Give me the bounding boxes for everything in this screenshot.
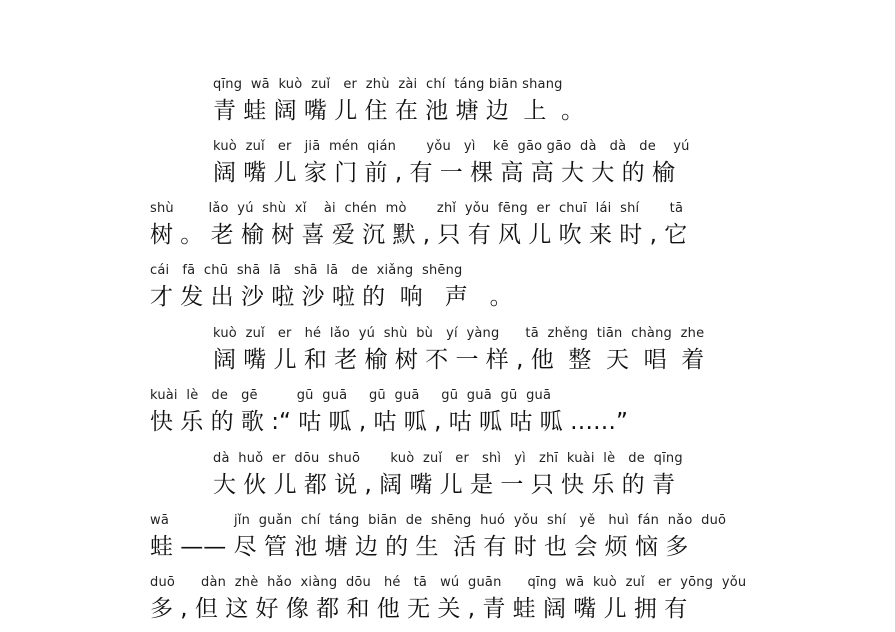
- pinyin-line: qīng wā kuò zuǐ er zhù zài chí táng biān shang: [213, 77, 563, 92]
- text-line: [150, 387, 790, 439]
- hanzi-line: 才 发 出 沙 啦 沙 啦 的 响 声 。: [150, 284, 513, 310]
- text-line: [150, 512, 790, 564]
- text-line: [213, 325, 790, 377]
- pinyin-line: kuò zuǐ er hé lǎo yú shù bù yí yàng tā zhěng tiān chàng zhe: [213, 326, 705, 341]
- hanzi-line: 阔 嘴 儿 家 门 前 , 有 一 棵 高 高 大 大 的 榆: [213, 160, 675, 186]
- text-line: [213, 138, 790, 190]
- hanzi-line: 多 , 但 这 好 像 都 和 他 无 关 , 青 蛙 阔 嘴 儿 拥 有: [150, 596, 688, 622]
- text-line: [150, 200, 790, 252]
- hanzi-line: 青 蛙 阔 嘴 儿 住 在 池 塘 边 上 。: [213, 98, 585, 124]
- text-line: [150, 574, 790, 626]
- text-line: [213, 76, 790, 128]
- pinyin-line: duō dàn zhè hǎo xiàng dōu hé tā wú guān qīng wā kuò zuǐ er yōng yǒu: [150, 575, 747, 590]
- hanzi-line: 阔 嘴 儿 和 老 榆 树 不 一 样 , 他 整 天 唱 着: [213, 347, 705, 373]
- pinyin-line: kuò zuǐ er jiā mén qián yǒu yì kē gāo gāo dà dà de yú: [213, 139, 690, 154]
- hanzi-line: 大 伙 儿 都 说 , 阔 嘴 儿 是 一 只 快 乐 的 青: [213, 472, 675, 498]
- pinyin-line: wā jǐn guǎn chí táng biān de shēng huó yǒu shí yě huì fán nǎo duō: [150, 513, 727, 528]
- pinyin-line: shù lǎo yú shù xǐ ài chén mò zhǐ yǒu fēng er chuī lái shí tā: [150, 201, 684, 216]
- hanzi-line: 快 乐 的 歌 :“ 咕 呱 , 咕 呱 , 咕 呱 咕 呱 ……”: [150, 409, 628, 435]
- hanzi-line: 蛙 —— 尽 管 池 塘 边 的 生 活 有 时 也 会 烦 恼 多: [150, 534, 689, 560]
- hanzi-line: 树 。 老 榆 树 喜 爱 沉 默 , 只 有 风 儿 吹 来 时 , 它: [150, 222, 688, 248]
- text-line: [213, 450, 790, 502]
- pinyin-line: dà huǒ er dōu shuō kuò zuǐ er shì yì zhī kuài lè de qīng: [213, 451, 683, 466]
- pinyin-line: cái fā chū shā lā shā lā de xiǎng shēng: [150, 263, 463, 278]
- text-line: [150, 262, 790, 314]
- pinyin-line: kuài lè de gē gū guā gū guā gū guā gū guā: [150, 388, 552, 403]
